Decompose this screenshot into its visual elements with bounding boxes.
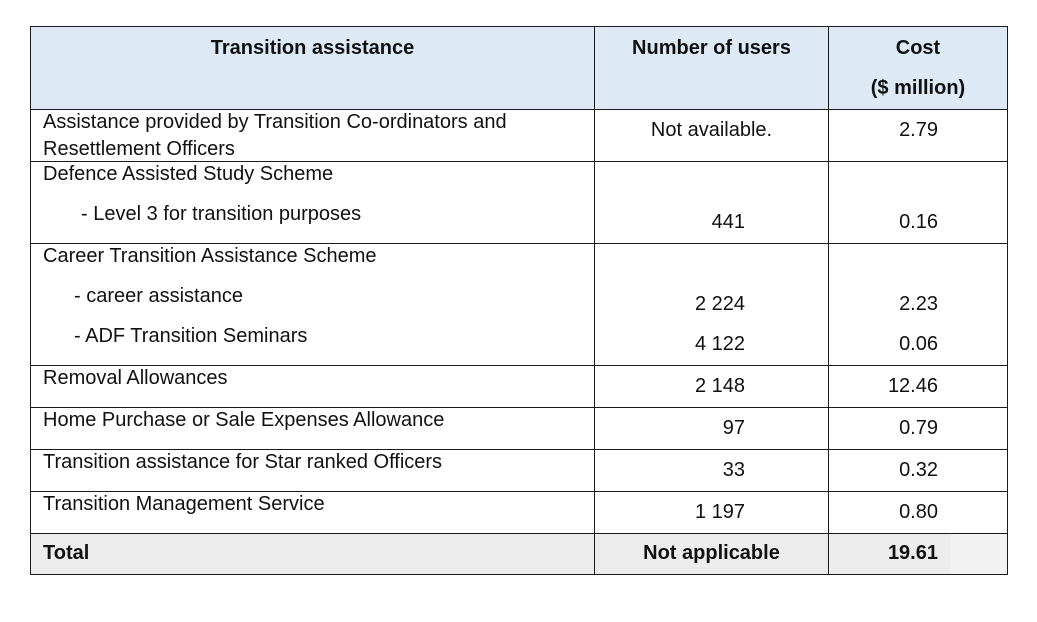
table-row bbox=[31, 244, 1008, 366]
total-label: Total bbox=[31, 534, 595, 575]
row-label-line: Defence Assisted Study Scheme bbox=[43, 163, 334, 185]
header-cost-unit: ($ million) bbox=[870, 77, 966, 99]
row-label: Home Purchase or Sale Expenses Allowance bbox=[31, 408, 595, 450]
row-users: 2 148 bbox=[595, 366, 829, 408]
table-row bbox=[31, 492, 1008, 534]
table-row bbox=[31, 408, 1008, 450]
row-sub-label: - career assistance bbox=[74, 285, 243, 307]
row-sub-label: - ADF Transition Seminars bbox=[74, 325, 308, 347]
header-label: Transition assistance bbox=[210, 37, 415, 59]
header-cost bbox=[829, 27, 1008, 110]
row-sub-users: 4 122 bbox=[694, 333, 745, 355]
row-label-line: Career Transition Assistance Scheme bbox=[43, 245, 377, 267]
row-cost: 2.79 bbox=[829, 110, 1008, 162]
row-label-line: Resettlement Officers bbox=[43, 138, 235, 160]
row-cost bbox=[829, 244, 1008, 366]
row-users: 1 197 bbox=[595, 492, 829, 534]
row-sub-cost: 0.16 bbox=[899, 211, 938, 233]
row-cost: 0.32 bbox=[829, 450, 1008, 492]
row-label bbox=[31, 244, 595, 366]
table-row bbox=[31, 110, 1008, 162]
table-row bbox=[31, 366, 1008, 408]
transition-assistance-table-wrapper bbox=[30, 26, 1008, 575]
row-sub-cost: 0.06 bbox=[899, 333, 938, 355]
row-cost bbox=[829, 162, 1008, 244]
row-label-line: Assistance provided by Transition Co-ordinators and bbox=[43, 111, 507, 133]
row-label: Transition assistance for Star ranked Officers bbox=[31, 450, 595, 492]
row-label bbox=[31, 110, 595, 162]
transition-assistance-table bbox=[30, 26, 1008, 575]
row-sub-users: 2 224 bbox=[694, 293, 745, 315]
total-cost: 19.61 bbox=[829, 534, 1008, 575]
row-users: Not available. bbox=[595, 110, 829, 162]
row-cost: 0.80 bbox=[829, 492, 1008, 534]
total-row bbox=[31, 534, 1008, 575]
row-users bbox=[595, 244, 829, 366]
row-label: Removal Allowances bbox=[31, 366, 595, 408]
row-sub-cost: 2.23 bbox=[899, 293, 938, 315]
row-label bbox=[31, 162, 595, 244]
row-label: Transition Management Service bbox=[31, 492, 595, 534]
header-number-of-users bbox=[595, 27, 829, 110]
header-label: Number of users bbox=[632, 37, 791, 59]
row-users: 97 bbox=[595, 408, 829, 450]
header-transition-assistance bbox=[31, 27, 595, 110]
row-users bbox=[595, 162, 829, 244]
row-cost: 12.46 bbox=[829, 366, 1008, 408]
row-cost: 0.79 bbox=[829, 408, 1008, 450]
header-cost-label: Cost bbox=[895, 37, 941, 59]
table-row bbox=[31, 162, 1008, 244]
row-users: 33 bbox=[595, 450, 829, 492]
total-users: Not applicable bbox=[595, 534, 829, 575]
header-row bbox=[31, 27, 1008, 110]
row-sub-users: 441 bbox=[711, 211, 745, 233]
row-sub-label: - Level 3 for transition purposes bbox=[81, 203, 362, 225]
table-row bbox=[31, 450, 1008, 492]
